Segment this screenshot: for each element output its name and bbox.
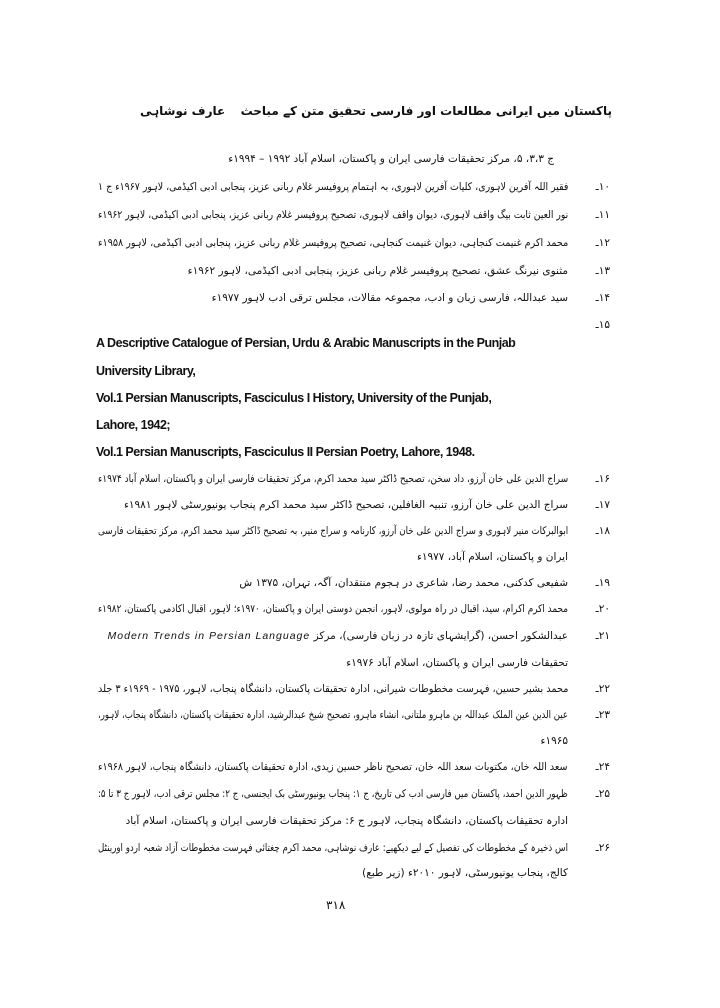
english-line: Vol.1 Persian Manuscripts, Fasciculus II Persian Poetry, Lahore, 1948. [96,445,475,459]
note-number: ۲۲ـ [595,683,610,695]
note-line: ابوالبرکات منیر لاہوری و سراج الدین علی خان آرزو، کارنامہ و سراج منیر، بہ تصحیح ڈاکٹر سید محمد اکرم، مرکز تحقیقات فارسی [97,525,568,537]
note-line [108,629,568,643]
note-line: اس ذخیرہ کے مخطوطات کی تفصیل کے لیے دیکھیے: عارف نوشاہی، محمد اکرم چغتائی فہرست مخطوطات آزاد شعبہ اردو اورینٹل [97,842,568,854]
note-line: تحقیقات فارسی ایران و پاکستان، اسلام آباد ۱۹۷۶ء [346,657,568,669]
note-line: نور العین ثابت بیگ واقف لاہوری، دیوان واقف لاہوری، تصحیح پروفیسر غلام ربانی عزیز، پنجابی ادبی اکیڈمی، لاہور ۱۹۶۲ء [97,209,569,221]
english-line: A Descriptive Catalogue of Persian, Urdu & Arabic Manuscripts in the Punjab [96,336,516,350]
note-number: ۲۰ـ [595,603,610,615]
note-line: ایران و پاکستان، اسلام آباد، ۱۹۷۷ء [416,551,568,563]
note-number: ۱۴ـ [595,292,610,304]
note-line: ادارہ تحقیقات پاکستان، دانشگاہ پنجاب، لاہور ج ۶: مرکز تحقیقات فارسی ایران و پاکستان، اسلام آباد [125,815,568,827]
note-line: ج ۳،۳، ۵، مرکز تحقیقات فارسی ایران و پاکستان، اسلام آباد ۱۹۹۲ – ۱۹۹۴ء [228,153,554,165]
note-line: محمد اکرم اکرام، سید، اقبال در راہ مولوی، لاہور، انجمن دوستی ایران و پاکستان، ۱۹۷۰ء؛ لاہور، اقبال اکادمی پاکستان، ۱۹۸۲ء [98,603,568,615]
note-line: شفیعی کدکنی، محمد رضا، شاعری در ہجوم منتقدان، آگہ، تہران، ۱۳۷۵ ش [239,577,568,589]
note-number: ۱۳ـ [595,265,610,277]
header-title: پاکستان میں ایرانی مطالعات اور فارسی تحقیق متن کے مباحث [240,104,612,118]
header-author: عارف نوشاہی [140,104,226,118]
note-number: ۱۰ـ [595,181,610,193]
note-number: ۲۳ـ [595,709,610,721]
note-number: ۱۲ـ [595,237,610,249]
english-line: Vol.1 Persian Manuscripts, Fasciculus I History, University of the Punjab, [96,391,492,405]
note-line: فقیر اللہ آفرین لاہوری، کلیات آفرین لاہوری، بہ اہتمام پروفیسر غلام ربانی عزیز، پنجابی ادبی اکیڈمی، لاہور ۱۹۶۷ء ج ۱ [97,181,569,193]
note-line: ظہور الدین احمد، پاکستان میں فارسی ادب کی تاریخ، ج ۱: پنجاب یونیورسٹی بک ایجنسی، ج ۲: مجلس ترقی ادب، لاہور ج ۳ تا ۵: [98,788,568,800]
note-number: ۲۵ـ [595,788,610,800]
note-number: ۲۴ـ [595,761,610,773]
page-number: ۳۱۸ [326,898,346,912]
note-line: ۱۹۶۵ء [540,735,568,747]
note-line: عین الدین عین الملک عبداللہ بن ماہرو ملتانی، انشاء ماہرو، تصحیح شیخ عبدالرشید، ادارہ تحقیقات پاکستان، دانشگاہ پنجاب، لاہور، [98,709,568,721]
inline-english-title: Modern Trends in Persian Language [107,630,311,642]
note-line: کالج، پنجاب یونیورسٹی، لاہور ۲۰۱۰ء (زیر طبع) [362,867,568,879]
note-text: عبدالشکور احسن، (گرایشہای تازہ در زبان فارسی)، مرکز [313,630,568,642]
note-line: مثنوی نیرنگ عشق، تصحیح پروفیسر غلام ربانی عزیز، پنجابی ادبی اکیڈمی، لاہور ۱۹۶۲ء [187,265,568,277]
note-number: ۲۱ـ [595,630,610,642]
note-number: ۱۹ـ [595,577,610,589]
note-line: سراج الدین علی خان آرزو، تنبیہ الغافلین، تصحیح ڈاکٹر سید محمد اکرم پنجاب یونیورسٹی لاہور ۱۹۸۱ء [123,499,568,511]
note-number: ۱۶ـ [595,473,610,485]
note-line: سید عبداللہ، فارسی زبان و ادب، مجموعہ مقالات، مجلس ترقی ادب لاہور ۱۹۷۷ء [211,292,568,304]
note-line: محمد اکرم غنیمت کنجاہی، دیوان غنیمت کنجاہی، تصحیح پروفیسر غلام ربانی عزیز، پنجابی ادبی اکیڈمی، لاہور ۱۹۵۸ء [97,237,568,249]
note-number: ۲۶ـ [595,842,610,854]
note-number: ۱۷ـ [595,499,610,511]
note-number: ۱۸ـ [595,525,610,537]
note-number: ۱۵ـ [595,319,610,331]
note-number: ۱۱ـ [595,209,610,221]
note-line: سعد اللہ خان، مکتوبات سعد اللہ خان، تصحیح ناظر حسین زیدی، ادارہ تحقیقات پاکستان، دانشگاہ پنجاب، لاہور ۱۹۶۸ء [98,761,568,773]
english-line: University Library, [96,364,196,378]
english-line: Lahore, 1942; [96,418,171,432]
note-line: سراج الدین علی خان آرزو، داد سخن، تصحیح ڈاکٹر سید محمد اکرم، مرکز تحقیقات فارسی ایران و پاکستان، اسلام آباد ۱۹۷۴ء [97,473,568,485]
note-line: محمد بشیر حسین، فہرست مخطوطات شیرانی، ادارہ تحقیقات پاکستان، دانشگاہ پنجاب، لاہور، ۱۹۷۵ - ۱۹۶۹ء ۳ جلد [97,683,568,695]
